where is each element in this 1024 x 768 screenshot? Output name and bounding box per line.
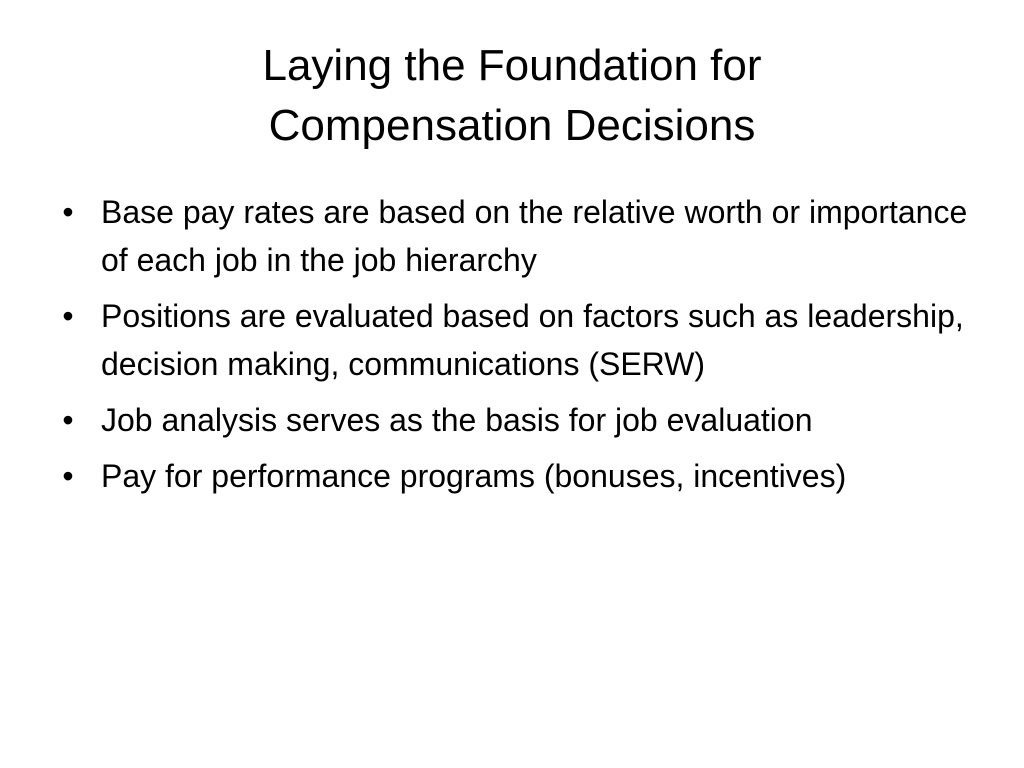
bullet-item [58, 188, 978, 284]
slide-title-line-2: Compensation Decisions [268, 101, 756, 150]
bullet-icon: • [62, 194, 74, 230]
bullet-icon: • [62, 458, 74, 494]
slide-title [0, 36, 1024, 156]
bullet-icon: • [62, 402, 74, 438]
bullet-item [58, 452, 978, 500]
bullet-list [58, 188, 978, 508]
slide-title-line-1: Laying the Foundation for [262, 41, 762, 90]
bullet-item [58, 292, 978, 388]
bullet-icon: • [62, 298, 74, 334]
bullet-text: Pay for performance programs (bonuses, incentives) [101, 458, 847, 494]
bullet-text: Positions are evaluated based on factors such as leadership, decision making, communications (SERW) [101, 298, 964, 382]
bullet-item [58, 396, 978, 444]
bullet-text: Job analysis serves as the basis for job evaluation [101, 402, 813, 438]
bullet-text: Base pay rates are based on the relative worth or importance of each job in the job hierarchy [101, 194, 968, 278]
